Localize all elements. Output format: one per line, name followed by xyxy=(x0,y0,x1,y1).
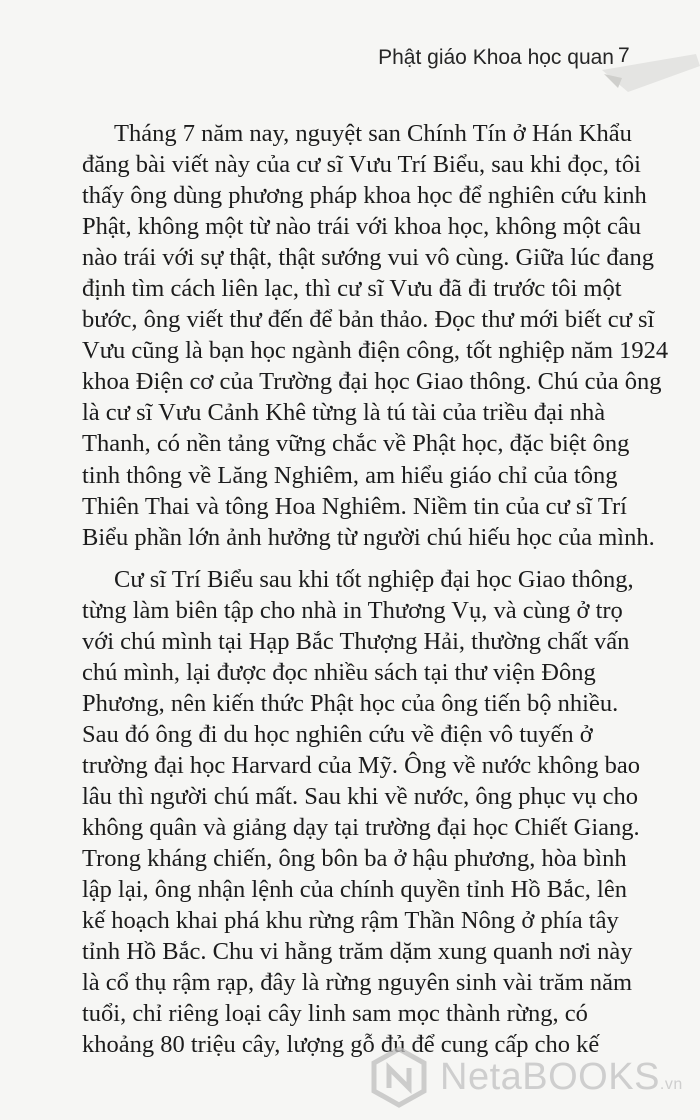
paragraph xyxy=(0,118,700,553)
text-line: từng làm biên tập cho nhà in Thương Vụ, và cùng ở trọ xyxy=(82,596,623,624)
text-line: không quân và giảng dạy tại trường đại học Chiết Giang. xyxy=(82,814,640,842)
text-line: với chú mình tại Hạp Bắc Thượng Hải, thường chất vấn xyxy=(82,627,630,655)
netabooks-watermark xyxy=(368,1046,700,1110)
text-line: đăng bài viết này của cư sĩ Vưu Trí Biểu, sau khi đọc, tôi xyxy=(82,151,641,179)
text-line: Vưu cũng là bạn học ngành điện công, tốt nghiệp năm 1924 xyxy=(82,337,669,365)
watermark-brand: NetaBOOKS xyxy=(440,1056,660,1098)
text-line: định tìm cách liên lạc, thì cư sĩ Vưu đã đi trước tôi một xyxy=(82,275,622,303)
text-line: lập lại, ông nhận lệnh của chính quyền tỉnh Hồ Bắc, lên xyxy=(82,876,627,904)
text-line: chú mình, lại được đọc nhiều sách tại thư viện Đông xyxy=(82,658,596,686)
text-line: nào trái với sự thật, thật sướng vui vô cùng. Giữa lúc đang xyxy=(82,244,654,272)
text-line: Biểu phần lớn ảnh hưởng từ người chú hiếu học của mình. xyxy=(82,523,655,551)
text-line: trường đại học Harvard của Mỹ. Ông về nước không bao xyxy=(82,751,640,779)
text-line: là cư sĩ Vưu Cảnh Khê từng là tú tài của triều đại nhà xyxy=(82,399,606,427)
text-line: Phương, nên kiến thức Phật học của ông tiến bộ nhiều. xyxy=(82,689,619,717)
text-line: Thanh, có nền tảng vững chắc về Phật học, đặc biệt ông xyxy=(82,430,630,458)
text-line: tinh thông về Lăng Nghiêm, am hiểu giáo chỉ của tông xyxy=(82,461,618,489)
page-number: 7 xyxy=(618,44,630,67)
body-text xyxy=(0,118,700,1071)
text-line: Sau đó ông đi du học nghiên cứu về điện vô tuyến ở xyxy=(82,720,593,748)
text-line: Phật, không một từ nào trái với khoa học, không một câu xyxy=(82,213,642,241)
paragraph xyxy=(0,564,700,1061)
text-line: khoảng 80 triệu cây, lượng gỗ đủ để cung cấp cho kế xyxy=(82,1031,600,1059)
text-line: lâu thì người chú mất. Sau khi về nước, ông phục vụ cho xyxy=(82,782,638,810)
watermark-tld: .vn xyxy=(659,1076,683,1093)
text-line: kế hoạch khai phá khu rừng rậm Thần Nông ở phía tây xyxy=(82,907,619,935)
text-line: tỉnh Hồ Bắc. Chu vi hằng trăm dặm xung quanh nơi này xyxy=(82,938,633,966)
text-line: bước, ông viết thư đến để bản thảo. Đọc thư mới biết cư sĩ xyxy=(82,306,655,334)
text-line: Thiên Thai và tông Hoa Nghiêm. Niềm tin của cư sĩ Trí xyxy=(82,492,627,520)
text-line: tuổi, chỉ riêng loại cây linh sam mọc thành rừng, có xyxy=(82,1000,588,1028)
text-line: Trong kháng chiến, ông bôn ba ở hậu phương, hòa bình xyxy=(82,845,627,873)
running-header-title: Phật giáo Khoa học quan xyxy=(378,46,614,69)
text-line: là cổ thụ rậm rạp, đây là rừng nguyên sinh vài trăm năm xyxy=(82,969,633,997)
text-line: thấy ông dùng phương pháp khoa học để nghiên cứu kinh xyxy=(82,182,647,210)
text-line: khoa Điện cơ của Trường đại học Giao thông. Chú của ông xyxy=(82,368,662,396)
text-line: Tháng 7 năm nay, nguyệt san Chính Tín ở Hán Khẩu xyxy=(114,120,632,147)
netabooks-logo-icon xyxy=(368,1046,430,1108)
text-line: Cư sĩ Trí Biểu sau khi tốt nghiệp đại học Giao thông, xyxy=(114,565,634,593)
